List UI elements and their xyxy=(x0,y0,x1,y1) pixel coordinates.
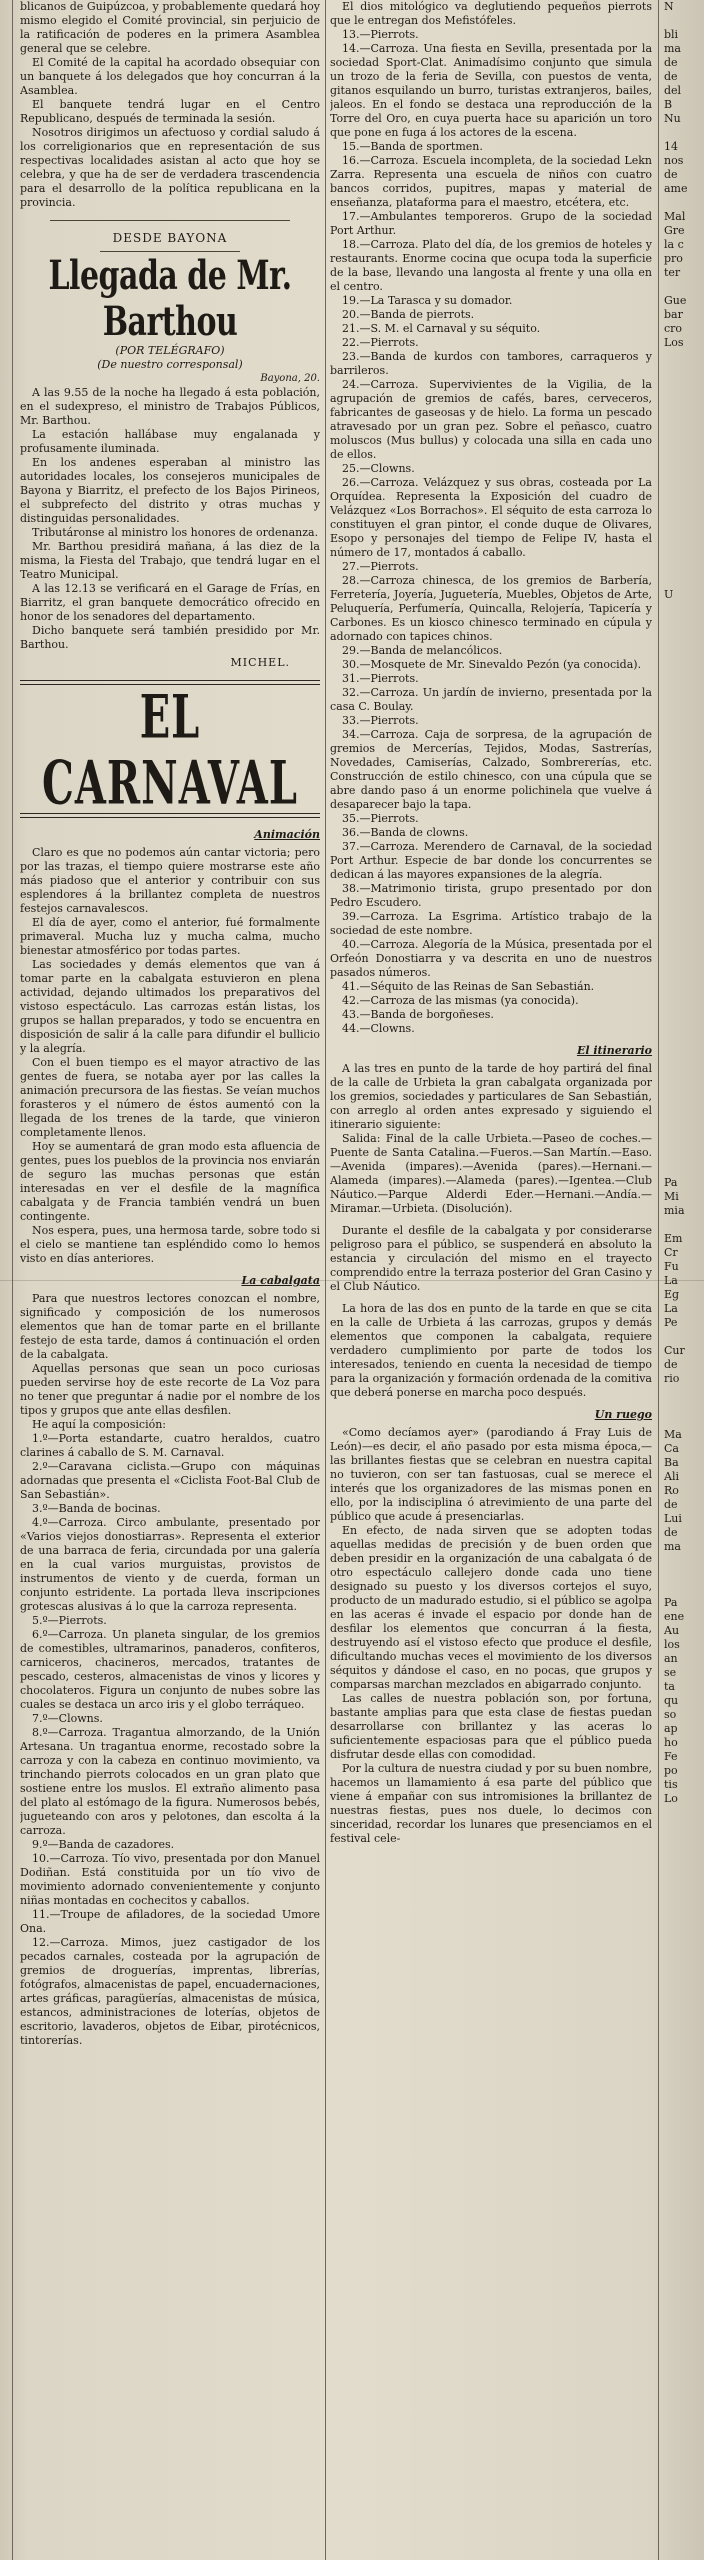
edge-text-fragment xyxy=(664,686,704,700)
edge-text-fragment xyxy=(664,1582,704,1596)
list-item: 38.—Matrimonio tirista, grupo presentado por don Pedro Escudero. xyxy=(330,882,652,909)
edge-text-fragment: Eg xyxy=(664,1288,680,1301)
edge-text-fragment xyxy=(664,1400,704,1414)
list-item: 21.—S. M. el Carnaval y su séquito. xyxy=(342,322,541,335)
edge-text-fragment xyxy=(664,854,704,868)
edge-text-fragment xyxy=(664,868,704,882)
edge-text-fragment: de xyxy=(664,168,678,181)
article-paragraph: Dicho banquete será también presidido por Mr. Barthou. xyxy=(20,624,320,651)
edge-text-fragment: Mal xyxy=(664,210,686,223)
edge-text-fragment xyxy=(664,350,704,364)
edge-text-fragment: ho xyxy=(664,1736,678,1749)
edge-text-fragment xyxy=(664,406,704,420)
list-item: 41.—Séquito de las Reinas de San Sebastián. xyxy=(342,980,595,993)
list-item: 26.—Carroza. Velázquez y sus obras, costeada por La Orquídea. Representa la Exposición del cuadro de Velázquez «Los Borrachos». El séquito de esta carroza lo constituyen el gran pintor, el conde duque de Olivares, Esopo y personajes del tiempo de Felipe IV, hasta el número de 17, montados á caballo. xyxy=(330,476,652,559)
headline-carnaval: EL CARNAVAL xyxy=(42,682,298,819)
edge-text-fragment: N xyxy=(664,0,674,13)
edge-text-fragment: Em xyxy=(664,1232,683,1245)
edge-text-fragment xyxy=(664,1148,704,1162)
list-item: 44.—Clowns. xyxy=(342,1022,415,1035)
edge-text-fragment: B xyxy=(664,98,673,111)
edge-text-fragment xyxy=(664,896,704,910)
edge-text-fragment: Fu xyxy=(664,1260,679,1273)
edge-text-fragment xyxy=(664,574,704,588)
edge-text-fragment xyxy=(664,658,704,672)
list-item: 27.—Pierrots. xyxy=(342,560,419,573)
article-paragraph: Hoy se aumentará de gran modo esta afluencia de gentes, pues los pueblos de la provincia nos enviarán de seguro las muchas personas que están interesadas en ver el desfile de la magnífica cabalgata y de Francia también vendrá un buen contingente. xyxy=(20,1140,320,1223)
barthou-article xyxy=(20,386,320,652)
article-paragraph: El banquete tendrá lugar en el Centro Republicano, después de terminada la sesión. xyxy=(20,98,320,125)
edge-text-fragment xyxy=(664,714,704,728)
edge-text-fragment xyxy=(664,742,704,756)
edge-text-fragment: Cur xyxy=(664,1344,685,1357)
ruego-article xyxy=(330,1426,652,1846)
list-item: 15.—Banda de sportmen. xyxy=(342,140,483,153)
cabalgata-list-continued xyxy=(330,0,652,1036)
edge-text-fragment xyxy=(664,700,704,714)
edge-text-fragment xyxy=(664,1330,704,1344)
list-item: 4.º—Carroza. Circo ambulante, presentado por «Varios viejos donostiarras». Representa el exterior de una barraca de feria, circundada por una galería en la cual varios murguistas, provistos de instrumentos de viento y de cuerda, forman un conjunto estridente. La portada lleva inscripciones grotescas alusivas á lo que la carroza representa. xyxy=(20,1516,320,1613)
list-item: 25.—Clowns. xyxy=(342,462,415,475)
assembly-article xyxy=(20,0,320,210)
edge-text-fragment xyxy=(664,434,704,448)
edge-text-fragment: ma xyxy=(664,1540,681,1553)
edge-text-fragment xyxy=(664,476,704,490)
edge-text-fragment xyxy=(664,504,704,518)
article-paragraph: La hora de las dos en punto de la tarde en que se cita en la calle de Urbieta á las carrozas, grupos y demás elementos que componen la cabalgata, requiere verdadero cumplimiento por parte de todos los interesados, teniendo en cuenta la necesidad de tiempo para la organización y formación ordenada de la comitiva que deberá ponerse en marcha poco después. xyxy=(330,1302,652,1399)
edge-text-fragment: Pa xyxy=(664,1176,678,1189)
edge-text-fragment xyxy=(664,812,704,826)
list-item: 30.—Mosquete de Mr. Sinevaldo Pezón (ya conocida). xyxy=(342,658,642,671)
edge-text-fragment xyxy=(664,910,704,924)
edge-text-fragment xyxy=(664,1036,704,1050)
list-item: 17.—Ambulantes temporeros. Grupo de la sociedad Port Arthur. xyxy=(330,210,652,237)
edge-text-fragment: Ma xyxy=(664,1428,682,1441)
edge-text-fragment xyxy=(664,1554,704,1568)
article-paragraph: Claro es que no podemos aún cantar victoria; pero por las trazas, el tiempo quiere mostrarse este año más piadoso que el anterior y contribuir con sus esplendores á la brillantez completa de nuestros festejos carnavalescos. xyxy=(20,846,320,915)
list-item: 6.º—Carroza. Un planeta singular, de los gremios de comestibles, ultramarinos, panaderos, confiteros, carniceros, chacineros, mercados, tratantes de pescado, cesteros, almacenistas de vinos y licores y chocolateros. Figura un conjunto de nubes sobre las cuales se destaca un arco iris y el globo terráqueo. xyxy=(20,1628,320,1711)
edge-text-fragment xyxy=(664,14,704,28)
article-paragraph: Con el buen tiempo es el mayor atractivo de las gentes de fuera, se notaba ayer por las calles la animación precursora de las fiestas. Se veían muchos forasteros y el número de éstos aumentó con la llegada de los trenes de la tarde, que vinieron completamente llenos. xyxy=(20,1056,320,1139)
edge-text-fragment: Gre xyxy=(664,224,685,237)
headline-barthou: Llegada de Mr. Barthou xyxy=(48,252,292,346)
edge-text-fragment xyxy=(664,1386,704,1400)
edge-text-fragment: la c xyxy=(664,238,684,251)
list-item: 23.—Banda de kurdos con tambores, carraqueros y barrileros. xyxy=(330,350,652,377)
edge-text-fragment xyxy=(664,392,704,406)
edge-text-fragment xyxy=(664,1218,704,1232)
article-paragraph: El Comité de la capital ha acordado obsequiar con un banquete á los delegados que hoy concurran á la Asamblea. xyxy=(20,56,320,97)
article-paragraph: Nos espera, pues, una hermosa tarde, sobre todo si el cielo se mantiene tan espléndido como lo hemos visto en días anteriores. xyxy=(20,1224,320,1265)
article-paragraph: Tributáronse al ministro los honores de ordenanza. xyxy=(32,526,319,539)
edge-text-fragment: de xyxy=(664,1358,678,1371)
edge-text-fragment xyxy=(664,756,704,770)
byline-telegraph: (POR TELÉGRAFO) xyxy=(115,344,225,357)
article-paragraph: A las 9.55 de la noche ha llegado á esta población, en el sudexpreso, el ministro de Trabajos Públicos, Mr. Barthou. xyxy=(20,386,320,427)
article-paragraph: blicanos de Guipúzcoa, y probablemente quedará hoy mismo elegido el Comité provincial, sin perjuicio de la ratificación de poderes en la primera Asamblea general que se celebre. xyxy=(20,0,320,55)
edge-text-fragment: ame xyxy=(664,182,688,195)
edge-text-fragment xyxy=(664,966,704,980)
edge-text-fragment xyxy=(664,1008,704,1022)
article-paragraph: En efecto, de nada sirven que se adopten todas aquellas medidas de precisión y de buen orden que deben presidir en la organización de una cabalgata ó de otro espectáculo callejero donde cada uno tiene designado su puesto y los diversos cortejos el suyo, producto de un madurado estudio, si el público se agolpa en las aceras é invade el espacio por donde han de desfilar los elementos que concurran á la fiesta, destruyendo así el vistoso efecto que produce el desfile, dificultando muchas veces el movimiento de los diversos séquitos y dándose el caso, en no pocas, que grupos y comparsas marchan mezclados en abigarrado conjunto. xyxy=(330,1524,652,1691)
article-paragraph: Durante el desfile de la cabalgata y por considerarse peligroso para el público, se suspenderá en absoluto la estancia y circulación del mismo en el trayecto comprendido entre la terraza posterior del Gran Casino y el Club Náutico. xyxy=(330,1224,652,1293)
list-item: 3.º—Banda de bocinas. xyxy=(32,1502,161,1515)
paragraph-gap xyxy=(330,1294,652,1302)
article-paragraph: A las tres en punto de la tarde de hoy partirá del final de la calle de Urbieta la gran cabalgata organizada por los gremios, sociedades y particulares de San Sebastián, con arreglo al orden antes expresado y siguiendo el itinerario siguiente: xyxy=(330,1062,652,1131)
section-divider xyxy=(50,220,290,221)
place-date: Bayona, 20. xyxy=(260,373,320,384)
article-paragraph: Salida: Final de la calle Urbieta.—Paseo de coches.—Puente de Santa Catalina.—Fueros.—San Martín.—Easo.—Avenida (impares).—Avenida (pares).—Hernani.—Alameda (impares).—Alameda (pares).—Igentea.—Club Náutico.—Parque Alderdi Eder.—Hernani.—Andía.—Miramar.—Urbieta. (Disolución). xyxy=(330,1132,652,1215)
edge-text-fragment xyxy=(664,1064,704,1078)
edge-text-fragment xyxy=(664,882,704,896)
list-item: 43.—Banda de borgoñeses. xyxy=(342,1008,494,1021)
article-paragraph: Nosotros dirigimos un afectuoso y cordial saludo á los correligionarios que en representación de sus respectivas localidades asistan al acto que hoy se celebra, y que ha de ser de verdadera trascendencia para el desarrollo de la política republicana en la provincia. xyxy=(20,126,320,209)
article-paragraph: Las sociedades y demás elementos que van á tomar parte en la cabalgata estuvieron en plena actividad, dejando ultimados los preparativos del vistoso espectáculo. Las carrozas están listas, los grupos se hallan preparados, y todo se encuentra en disposición de salir á la calle para difundir el bullicio y la alegría. xyxy=(20,958,320,1055)
edge-text-fragment xyxy=(664,672,704,686)
edge-text-fragment: ta xyxy=(664,1680,675,1693)
column-3-cropped xyxy=(664,0,704,2560)
edge-text-fragment: Cr xyxy=(664,1246,678,1259)
edge-text-fragment xyxy=(664,840,704,854)
edge-text-fragment xyxy=(664,980,704,994)
edge-text-fragment: de xyxy=(664,1498,678,1511)
edge-text-fragment xyxy=(664,728,704,742)
edge-text-fragment xyxy=(664,1134,704,1148)
list-item: 39.—Carroza. La Esgrima. Artístico trabajo de la sociedad de este nombre. xyxy=(330,910,652,937)
edge-text-fragment: de xyxy=(664,70,678,83)
list-item: 19.—La Tarasca y su domador. xyxy=(342,294,513,307)
edge-text-fragment xyxy=(664,280,704,294)
article-paragraph: Las calles de nuestra población son, por fortuna, bastante amplias para que esta clase de fiestas puedan desarrollarse con brillantez y las aceras lo suficientemente espaciosas para que el público pueda disfrutar desde ellas con comodidad. xyxy=(330,1692,652,1761)
article-paragraph: «Como decíamos ayer» (parodiando á Fray Luis de León)—es decir, el año pasado por esta misma época,—las brillantes fiestas que se celebran en nuestra capital no tuvieron, con ser tan fastuosas, cual se merece el interés que los organizadores de las mismas ponen en ello, por la indisciplina ó atrevimiento de una parte del público que acude á presenciarlas. xyxy=(330,1426,652,1523)
edge-text-fragment: U xyxy=(664,588,674,601)
edge-text-fragment xyxy=(664,196,704,210)
edge-text-fragment xyxy=(664,546,704,560)
edge-text-fragment xyxy=(664,490,704,504)
edge-text-fragment: del xyxy=(664,84,682,97)
edge-text-fragment: los xyxy=(664,1638,680,1651)
list-item: 29.—Banda de melancólicos. xyxy=(342,644,503,657)
edge-text-fragment: Nu xyxy=(664,112,681,125)
article-paragraph: El día de ayer, como el anterior, fué formalmente primaveral. Mucha luz y mucha calma, mucho bienestar atmosférico por todas partes. xyxy=(20,916,320,957)
article-paragraph: Aquellas personas que sean un poco curiosas pueden servirse hoy de este recorte de La Voz para no tener que preguntar á nadie por el nombre de los tipos y grupos que ante ellas desfilen. xyxy=(20,1362,320,1417)
list-item: 11.—Troupe de afiladores, de la sociedad Umore Ona. xyxy=(20,1908,320,1935)
edge-text-fragment xyxy=(664,616,704,630)
edge-text-fragment: Ro xyxy=(664,1484,679,1497)
edge-text-fragment xyxy=(664,1162,704,1176)
edge-text-fragment xyxy=(664,994,704,1008)
subhead-ruego: Un ruego xyxy=(594,1408,652,1421)
edge-text-fragment xyxy=(664,126,704,140)
list-item: 12.—Carroza. Mimos, juez castigador de los pecados carnales, costeada por la agrupación de gremios de droguerías, imprentas, librerías, fotógrafos, almacenistas de papel, encuadernaciones, artes gráficas, paragüerías, almacenistas de música, estancos, administraciones de loterías, objetos de escritorio, lavaderos, objetos de Eibar, pirotécnicos, tintorerías. xyxy=(20,1936,320,2047)
article-paragraph: Por la cultura de nuestra ciudad y por su buen nombre, hacemos un llamamiento á esa parte del público que viene á empañar con sus intromisiones la brillantez de nuestras fiestas, pues nos duele, lo decimos con sinceridad, recordar los lunares que presenciamos en el festival cele- xyxy=(330,1762,652,1845)
list-item: 36.—Banda de clowns. xyxy=(342,826,469,839)
edge-text-fragment xyxy=(664,1568,704,1582)
list-item: 35.—Pierrots. xyxy=(342,812,419,825)
list-item: 10.—Carroza. Tío vivo, presentada por don Manuel Dodiñan. Está constituida por un tío vivo de movimiento adornado convenientemente y conjunto niñas montadas en cochecitos y caballos. xyxy=(20,1852,320,1907)
list-item: 31.—Pierrots. xyxy=(342,672,419,685)
edge-text-fragment: an xyxy=(664,1652,678,1665)
article-paragraph: Para que nuestros lectores conozcan el nombre, significado y composición de los numerosos elementos que han de tomar parte en el brillante festejo de esta tarde, damos á continuación el orden de la cabalgata. xyxy=(20,1292,320,1361)
edge-text-fragment xyxy=(664,532,704,546)
byline-correspondent: (De nuestro corresponsal) xyxy=(97,358,243,371)
edge-text-fragment: de xyxy=(664,56,678,69)
edge-text-fragment: Pa xyxy=(664,1596,678,1609)
edge-text-fragment: La xyxy=(664,1302,678,1315)
edge-text-fragment: bar xyxy=(664,308,683,321)
list-item: 18.—Carroza. Plato del día, de los gremios de hoteles y restaurants. Enorme cocina que ocupa toda la superficie de la base, llevando una langosta al frente y una olla en el centro. xyxy=(330,238,652,293)
list-item: 16.—Carroza. Escuela incompleta, de la sociedad Lekn Zarra. Representa una escuela de niños con cuatro bancos corridos, pupitres, mapas y material de enseñanza, plataforma para el maestro, etcétera, etc. xyxy=(330,154,652,209)
edge-text-fragment xyxy=(664,770,704,784)
paragraph-gap xyxy=(330,1216,652,1224)
list-item: 8.º—Carroza. Tragantua almorzando, de la Unión Artesana. Un tragantua enorme, recostado sobre la carroza y con la cabeza en continuo movimiento, va trinchando pierrots colocados en un gran plato que sostiene entre los muslos. El extraño alimento pasa del plato al estómago de la figura. Numerosos bebés, jugueteando con aros y pelotones, dan escolta á la carroza. xyxy=(20,1726,320,1837)
list-item: 7.º—Clowns. xyxy=(32,1712,103,1725)
subhead-itinerario: El itinerario xyxy=(576,1044,652,1057)
list-item: 2.º—Caravana ciclista.—Grupo con máquinas adornadas que presenta el «Ciclista Foot-Bal Club de San Sebastián». xyxy=(20,1460,320,1501)
article-paragraph: La estación hallábase muy engalanada y profusamente iluminada. xyxy=(20,428,320,455)
edge-text-fragment: se xyxy=(664,1666,677,1679)
column-1 xyxy=(20,0,320,2560)
list-item: 20.—Banda de pierrots. xyxy=(342,308,475,321)
edge-text-fragment: cro xyxy=(664,322,683,335)
cabalgata-article xyxy=(20,1292,320,2048)
edge-text-fragment: Lui xyxy=(664,1512,682,1525)
list-item: El dios mitológico va deglutiendo pequeños pierrots que le entregan dos Mefistófeles. xyxy=(330,0,652,27)
edge-text-fragment: Mi xyxy=(664,1190,679,1203)
edge-text-fragment: Fe xyxy=(664,1750,678,1763)
list-item: 40.—Carroza. Alegoría de la Música, presentada por el Orfeón Donostiarra y va descrita en uno de nuestros pasados números. xyxy=(330,938,652,979)
subhead-animacion: Animación xyxy=(254,828,320,841)
edge-text-fragment: nos xyxy=(664,154,684,167)
list-item: 28.—Carroza chinesca, de los gremios de Barbería, Ferretería, Joyería, Juguetería, Muebles, Objetos de Arte, Peluquería, Perfumería, Quincalla, Relojería, Tapicería y Carbones. Es un kiosco chinesco terminado en cúpula y adornado con tapices chinos. xyxy=(330,574,652,643)
edge-text-fragment xyxy=(664,1414,704,1428)
edge-text-fragment xyxy=(664,602,704,616)
edge-text-fragment: po xyxy=(664,1764,678,1777)
edge-text-fragment: Ca xyxy=(664,1442,679,1455)
edge-text-fragment: rio xyxy=(664,1372,680,1385)
edge-text-fragment: Pe xyxy=(664,1316,678,1329)
edge-text-fragment xyxy=(664,560,704,574)
edge-text-fragment xyxy=(664,462,704,476)
edge-text-fragment: tis xyxy=(664,1778,678,1791)
dateline: DESDE BAYONA xyxy=(112,231,228,245)
edge-text-fragment xyxy=(664,644,704,658)
edge-text-fragment: bli xyxy=(664,28,679,41)
edge-text-fragment xyxy=(664,518,704,532)
edge-text-fragment: so xyxy=(664,1708,677,1721)
edge-text-fragment xyxy=(664,378,704,392)
edge-text-fragment xyxy=(664,938,704,952)
article-paragraph: He aquí la composición: xyxy=(32,1418,167,1431)
edge-text-fragment: Gue xyxy=(664,294,687,307)
itinerario-article xyxy=(330,1062,652,1400)
list-item: 34.—Carroza. Caja de sorpresa, de la agrupación de gremios de Mercerías, Tejidos, Modas, Sastrerías, Novedades, Camiserías, Calzado, Sombrererías, etc. Construcción de estilo chinesco, con una cúpula que se abre dando paso á un enorme polichinela que vuelve á desaparecer bajo la tapa. xyxy=(330,728,652,811)
list-item: 22.—Pierrots. xyxy=(342,336,419,349)
edge-text-fragment xyxy=(664,1106,704,1120)
edge-text-fragment: mia xyxy=(664,1204,685,1217)
edge-text-fragment xyxy=(664,924,704,938)
article-paragraph: A las 12.13 se verificará en el Garage de Frías, en Biarritz, el gran banquete democrático ofrecido en honor de los senadores del departamento. xyxy=(20,582,320,623)
signature: MICHEL. xyxy=(230,656,290,669)
edge-text-fragment: Ali xyxy=(664,1470,679,1483)
article-paragraph: Mr. Barthou presidirá mañana, á las diez de la misma, la Fiesta del Trabajo, que tendrá lugar en el Teatro Municipal. xyxy=(20,540,320,581)
edge-text-fragment xyxy=(664,784,704,798)
edge-text-fragment: Ba xyxy=(664,1456,679,1469)
list-item: 24.—Carroza. Supervivientes de la Vigilia, de la agrupación de gremios de cafés, bares, cerveceros, fabricantes de gaseosas y de hielo. La forma un pescado atravesado por un gran pez. Sobre el peñasco, cuatro moluscos (Mus bullus) y colocada una silla en cada uno de ellos. xyxy=(330,378,652,461)
list-item: 32.—Carroza. Un jardín de invierno, presentada por la casa C. Boulay. xyxy=(330,686,652,713)
animacion-article xyxy=(20,846,320,1266)
edge-text-fragment xyxy=(664,1022,704,1036)
list-item: 13.—Pierrots. xyxy=(342,28,419,41)
list-item: 9.º—Banda de cazadores. xyxy=(32,1838,175,1851)
edge-text-fragment xyxy=(664,630,704,644)
edge-text-fragment: pro xyxy=(664,252,683,265)
list-item: 33.—Pierrots. xyxy=(342,714,419,727)
edge-text-fragment: ma xyxy=(664,42,681,55)
edge-text-fragment xyxy=(664,364,704,378)
edge-text-fragment: 14 xyxy=(664,140,678,153)
edge-text-fragment: ene xyxy=(664,1610,685,1623)
edge-text-fragment: Los xyxy=(664,336,684,349)
list-item: 37.—Carroza. Merendero de Carnaval, de la sociedad Port Arthur. Especie de bar donde los concurrentes se dedican á las mayores expansiones de la alegría. xyxy=(330,840,652,881)
subhead-cabalgata: La cabalgata xyxy=(241,1274,320,1287)
edge-text-fragment: de xyxy=(664,1526,678,1539)
edge-text-fragment: qu xyxy=(664,1694,679,1707)
edge-text-fragment: Lo xyxy=(664,1792,678,1805)
edge-text-fragment xyxy=(664,798,704,812)
edge-text-fragment: Au xyxy=(664,1624,680,1637)
list-item: 42.—Carroza de las mismas (ya conocida). xyxy=(342,994,579,1007)
edge-text-fragment xyxy=(664,952,704,966)
edge-text-fragment xyxy=(664,1050,704,1064)
edge-text-fragment xyxy=(664,448,704,462)
edge-text-fragment xyxy=(664,826,704,840)
column-2 xyxy=(330,0,652,2560)
list-item: 1.º—Porta estandarte, cuatro heraldos, cuatro clarines á caballo de S. M. Carnaval. xyxy=(20,1432,320,1459)
edge-text-fragment xyxy=(664,1078,704,1092)
edge-text-fragment xyxy=(664,1092,704,1106)
edge-text-fragment xyxy=(664,1120,704,1134)
list-item: 14.—Carroza. Una fiesta en Sevilla, presentada por la sociedad Sport-Clat. Animadísimo conjunto que simula un trozo de la feria de Sevilla, con puestos de venta, gitanos esquilando un burro, turistas extranjeros, bailes, jaleos. En el fondo se destaca una reproducción de la Torre del Oro, en cuya puerta hace su aparición un toro que pone en fuga á los actores de la escena. xyxy=(330,42,652,139)
article-paragraph: En los andenes esperaban al ministro las autoridades locales, los consejeros municipales de Bayona y Biarritz, el prefecto de los Bajos Pirineos, el subprefecto del distrito y otras muchas y distinguidas personalidades. xyxy=(20,456,320,525)
edge-text-fragment xyxy=(664,420,704,434)
edge-text-fragment: ter xyxy=(664,266,681,279)
edge-text-fragment: La xyxy=(664,1274,678,1287)
list-item: 5.º—Pierrots. xyxy=(32,1614,107,1627)
edge-text-fragment: ap xyxy=(664,1722,678,1735)
